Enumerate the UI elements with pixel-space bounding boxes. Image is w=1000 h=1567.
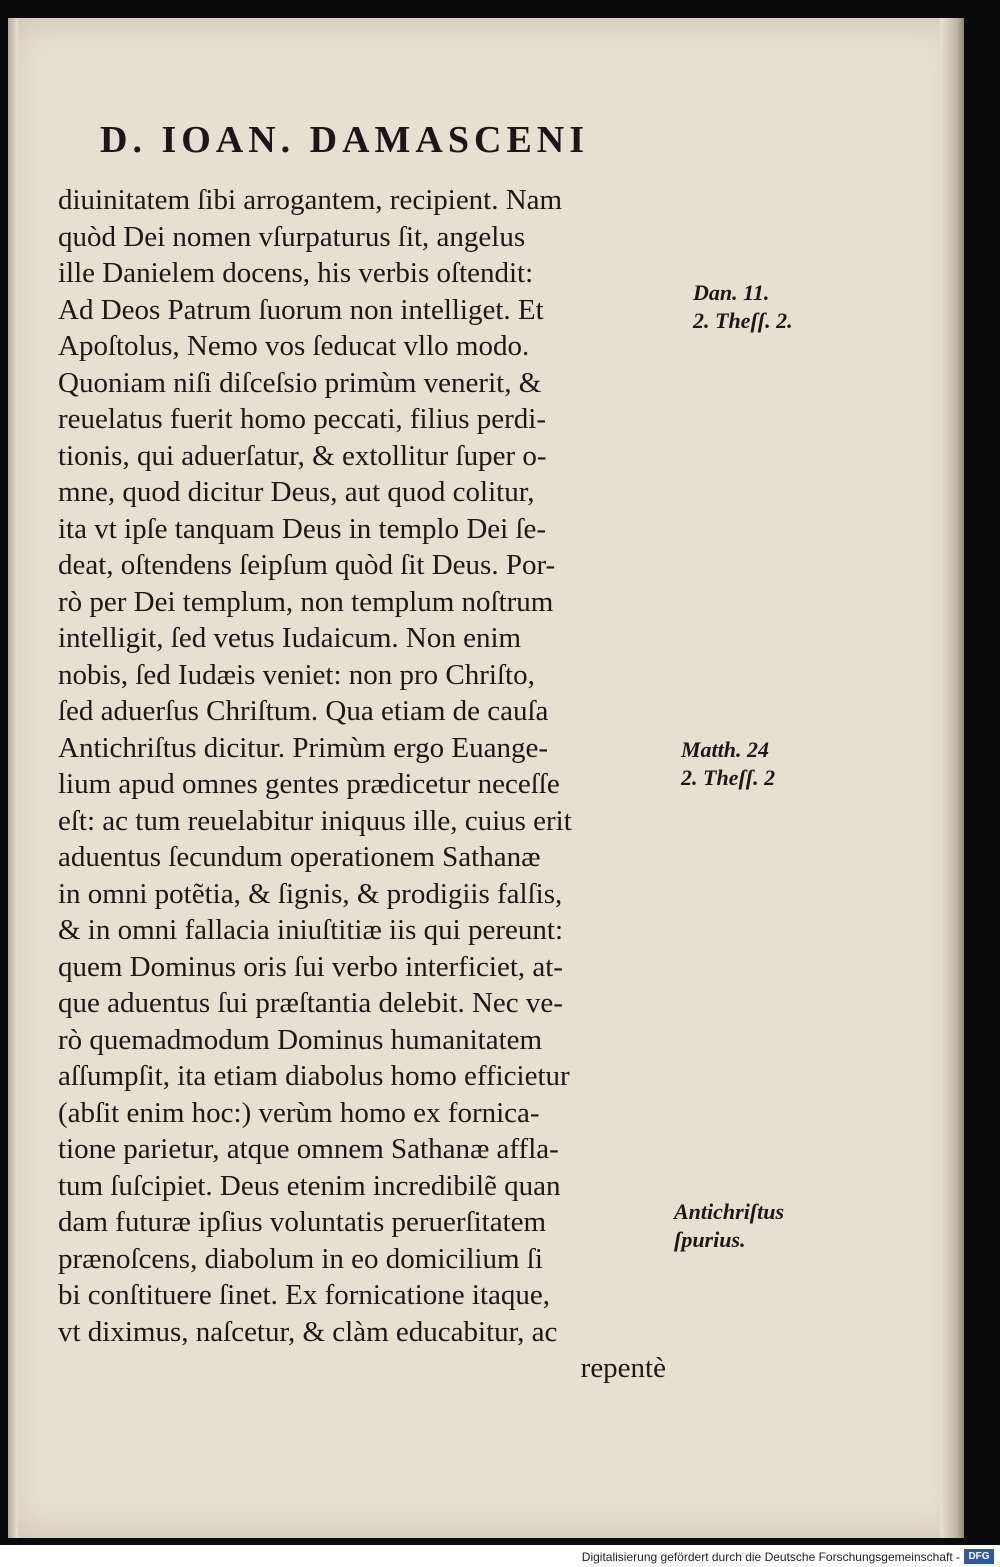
text-line: mne, quod dicitur Deus, aut quod colitur, <box>58 476 535 508</box>
text-line: & in omni fallacia iniuſtitiæ iis qui pereunt: <box>58 914 564 946</box>
page-gutter-shadow <box>8 18 18 1538</box>
marginal-ref: 2. Theſſ. 2 <box>681 765 776 790</box>
marginal-ref: Matth. 24 <box>681 737 770 762</box>
text-line: aſſumpſit, ita etiam diabolus homo efficietur <box>58 1060 570 1092</box>
text-line: diuinitatem ſibi arrogantem, recipient. Nam <box>58 184 563 216</box>
footer-credit: Digitalisierung gefördert durch die Deutsche Forschungsgemeinschaft - <box>581 1550 960 1564</box>
page-edge-shadow <box>940 18 964 1538</box>
text-line: rò quemadmodum Dominus humanitatem <box>58 1023 543 1056</box>
text-line: quòd Dei nomen vſurpaturus ſit, angelus <box>58 220 526 253</box>
text-line: quem Dominus oris ſui verbo interficiet, at- <box>58 950 563 983</box>
text-line: dam futuræ ipſius voluntatis peruerſitatem <box>58 1206 547 1238</box>
catchword: repentè <box>580 1352 666 1384</box>
text-line: tionis, qui aduerſatur, & extollitur ſuper o- <box>58 439 547 472</box>
text-line: tione parietur, atque omnem Sathanæ affla- <box>58 1133 559 1165</box>
marginal-note-antichristus <box>674 1198 784 1254</box>
text-line: (abſit enim hoc:) verùm homo ex fornica- <box>58 1096 540 1129</box>
main-text-block <box>58 182 698 1387</box>
dfg-logo: DFG <box>964 1549 994 1564</box>
text-line: tum ſuſcipiet. Deus etenim incredibilẽ quan <box>58 1169 561 1202</box>
text-line: ſed aduerſus Chriſtum. Qua etiam de cauſa <box>58 695 549 727</box>
text-line: lium apud omnes gentes prædicetur neceſſe <box>58 768 560 800</box>
text-line: eſt: ac tum reuelabitur iniquus ille, cuius erit <box>58 804 572 837</box>
marginal-ref: Dan. 11. <box>693 280 770 305</box>
text-line: rò per Dei templum, non templum noſtrum <box>58 585 554 618</box>
text-line: in omni potẽtia, & ſignis, & prodigiis falſis, <box>58 877 563 910</box>
footer-bar <box>0 1545 1000 1567</box>
text-line: reuelatus fuerit homo peccati, filius perdi- <box>58 403 546 435</box>
marginal-ref: Antichriſtus <box>674 1199 785 1224</box>
text-line: intelligit, ſed vetus Iudaicum. Non enim <box>58 622 522 654</box>
text-line: Apoſtolus, Nemo vos ſeducat vllo modo. <box>58 330 530 362</box>
text-line: ille Danielem docens, his verbis oſtendit: <box>58 257 534 289</box>
marginal-ref: ſpurius. <box>674 1227 746 1252</box>
marginal-note-dan-thess <box>693 279 793 335</box>
text-line: Antichriſtus dicitur. Primùm ergo Euange- <box>58 731 548 764</box>
text-line: Ad Deos Patrum ſuorum non intelliget. Et <box>58 293 544 326</box>
running-head: D. IOAN. DAMASCENI <box>100 119 590 161</box>
text-line: nobis, ſed Iudæis veniet: non pro Chriſto, <box>58 658 535 691</box>
text-line: bi conſtituere ſinet. Ex fornicatione itaque, <box>58 1279 551 1311</box>
text-line: ita vt ipſe tanquam Deus in templo Dei ſe- <box>58 512 547 545</box>
text-line: aduentus ſecundum operationem Sathanæ <box>58 841 541 873</box>
text-line: que aduentus ſui præſtantia delebit. Nec ve- <box>58 987 563 1019</box>
text-line: prænoſcens, diabolum in eo domicilium ſi <box>58 1242 543 1275</box>
text-line: Quoniam niſi diſceſsio primùm venerit, & <box>58 366 542 399</box>
marginal-ref: 2. Theſſ. 2. <box>693 308 793 333</box>
text-line: vt diximus, naſcetur, & clàm educabitur, ac <box>58 1315 558 1348</box>
text-line: deat, oſtendens ſeipſum quòd ſit Deus. Por- <box>58 549 556 581</box>
marginal-note-matth-thess <box>681 736 775 792</box>
